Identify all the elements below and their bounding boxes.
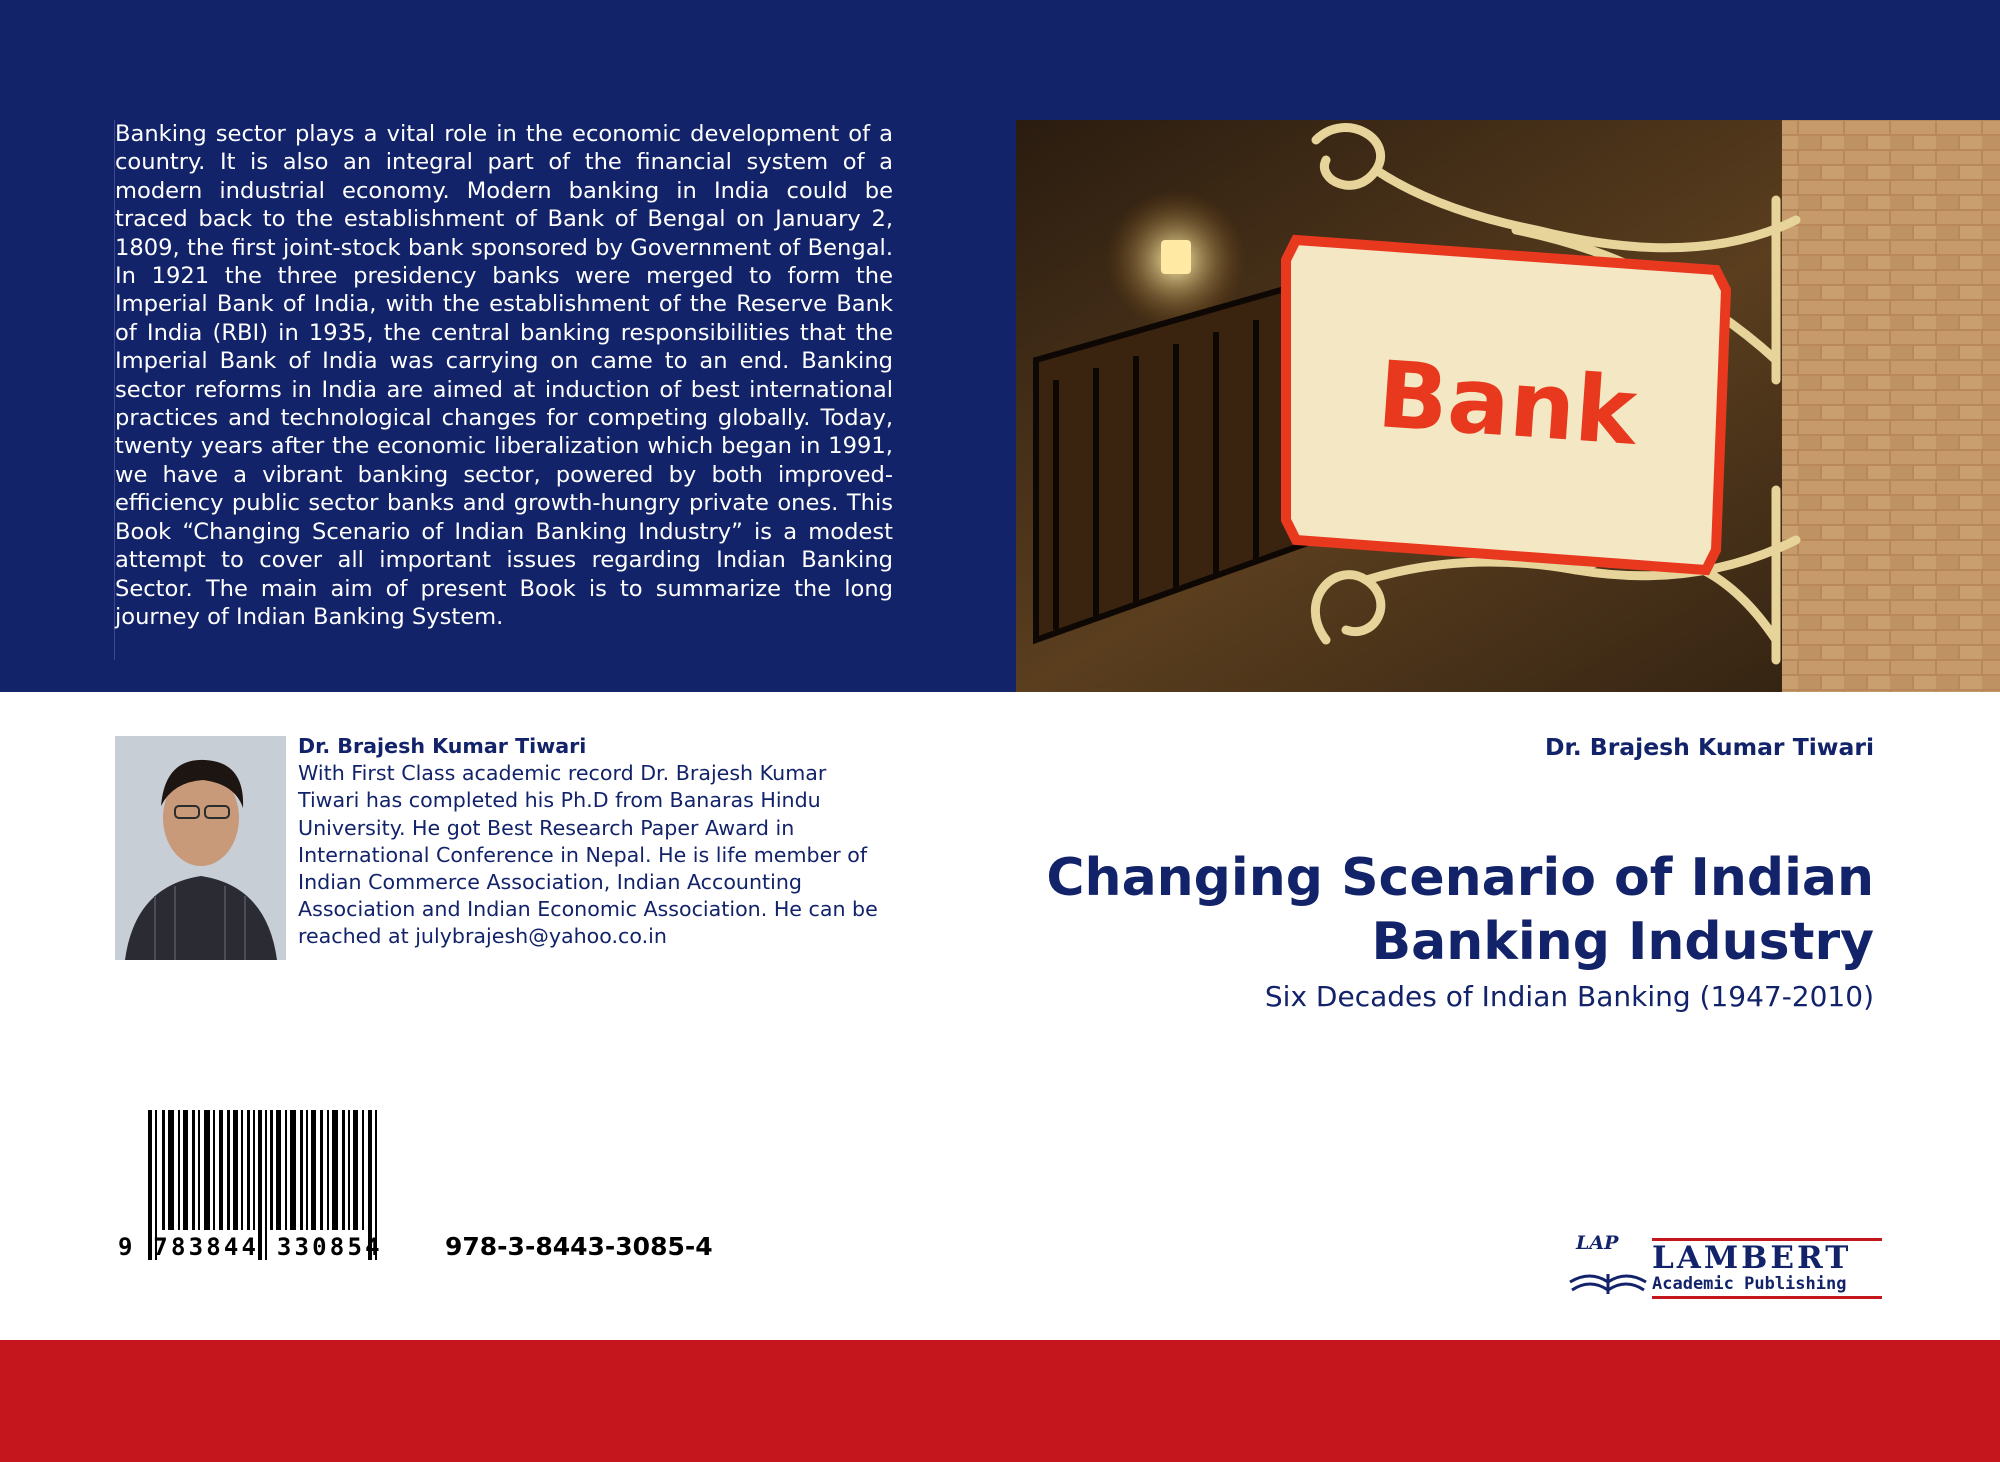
bottom-red-band (0, 1340, 2000, 1462)
bio-text: With First Class academic record Dr. Brajesh Kumar Tiwari has completed his Ph.D from Banaras Hindu University. He got Best Research Paper Award in International Conference in Nepal. He is life member of Indian Commerce Association, Indian Accounting Association and Indian Economic Association. He can be reached at julybrajesh@yahoo.co.in (298, 761, 878, 949)
barcode-digits: 9 783844 330854 (118, 1233, 383, 1261)
sign-bank-text: Bank (1374, 341, 1641, 466)
publisher-badge: LAP (1576, 1232, 1619, 1254)
bank-sign-photo (1016, 120, 2000, 692)
book-subtitle: Six Decades of Indian Banking (1947-2010) (1264, 980, 1874, 1013)
back-cover-blurb: Banking sector plays a vital role in the economic development of a country. It is also an integral part of the financial system of a modern industrial economy. Modern banking in India could be traced back to the establishment of Bank of Bengal on January 2, 1809, the first joint-stock bank sponsored by Government of Bengal. In 1921 the three presidency banks were merged to form the Imperial Bank of India, with the establishment of the Reserve Bank of India (RBI) in 1935, the central banking responsibilities that the Imperial Bank of India was carrying on came to an end. Banking sector reforms in India are aimed at induction of best international practices and technological changes for competing globally. Today, twenty years after the economic liberalization which began in 1991, we have a vibrant banking sector, powered by both improved- efficiency public sector banks and growth-hungry private ones. This Book “Changing Scenario of Indian Banking Industry” is a modest attempt to cover all important issues regarding Indian Banking Sector. The main aim of present Book is to summarize the long journey of Indian Banking System. (115, 121, 893, 630)
isbn-number: 978-3-8443-3085-4 (445, 1232, 713, 1261)
author-bio (298, 733, 878, 951)
publisher-tagline: Academic Publishing (1652, 1274, 1847, 1294)
book-title: Changing Scenario of Indian Banking Industry (1046, 848, 1874, 972)
author-portrait (115, 736, 286, 960)
bio-author-name: Dr. Brajesh Kumar Tiwari (298, 734, 587, 758)
front-author-name: Dr. Brajesh Kumar Tiwari (1544, 733, 1874, 761)
publisher-name: LAMBERT (1652, 1240, 1852, 1276)
